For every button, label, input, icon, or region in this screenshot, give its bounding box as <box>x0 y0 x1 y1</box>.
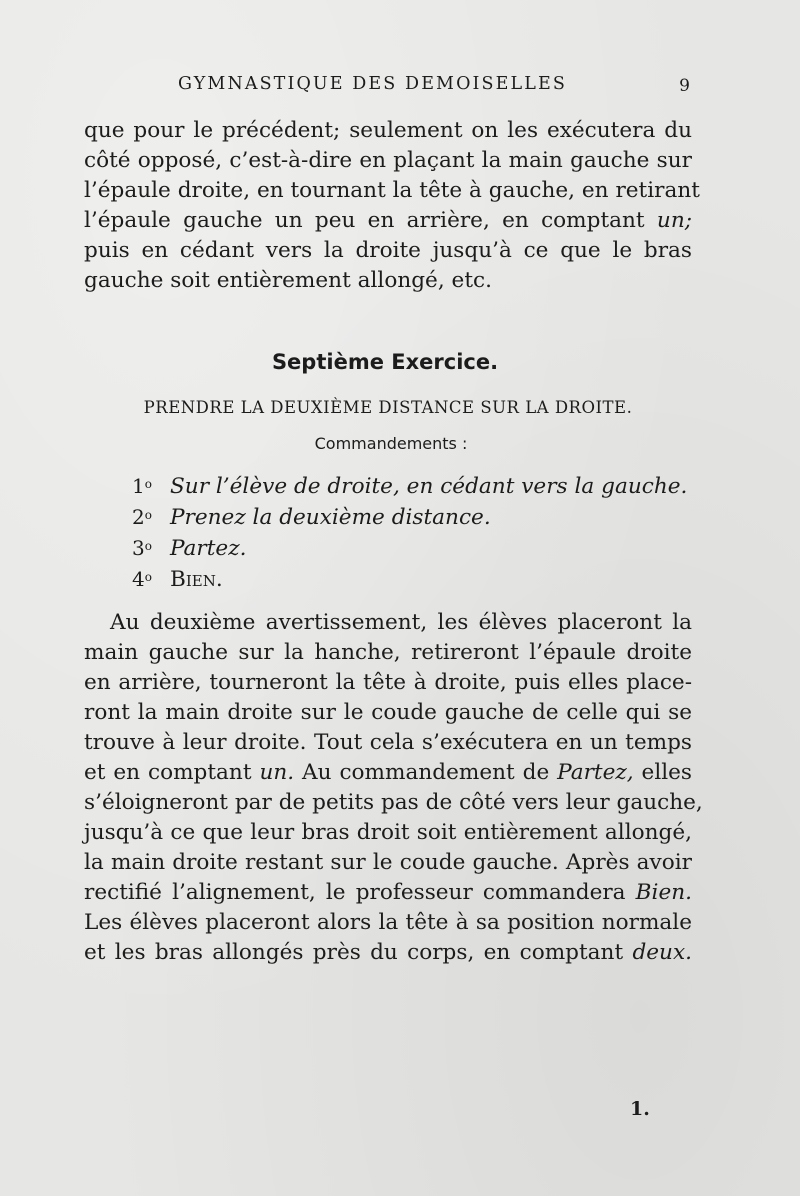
command-text: Sur l’élève de droite, en cédant vers la gauche. <box>170 474 688 499</box>
text-line: puis en cédant vers la droite jusqu’à ce que le bras <box>84 238 692 263</box>
text-line <box>84 206 692 236</box>
text-segment: et en comptant <box>84 760 260 785</box>
command-ordinal: o <box>144 508 152 522</box>
command-ordinal: o <box>144 477 152 491</box>
text-line: côté opposé, c’est-à-dire en plaçant la main gauche sur <box>84 148 692 173</box>
text-segment: elles <box>633 760 692 785</box>
text-line: jusqu’à ce que leur bras droit soit entièrement allongé, <box>84 820 692 845</box>
commands-list <box>132 469 702 593</box>
running-title: GYMNASTIQUE DES DEMOISELLES <box>178 74 567 94</box>
command-number-digit: 4 <box>132 567 145 591</box>
page-number: 9 <box>679 76 690 96</box>
text-line: trouve à leur droite. Tout cela s’exécutera en un temps <box>84 730 692 755</box>
emphasis-text: deux. <box>632 940 692 965</box>
running-head <box>150 74 690 100</box>
text-line: ront la main droite sur le coude gauche de celle qui se <box>84 700 692 725</box>
text-segment: l’épaule gauche un peu en arrière, en comptant <box>84 208 657 233</box>
paragraph-explanation <box>84 608 703 968</box>
command-number-digit: 3 <box>132 536 145 560</box>
command-number <box>132 500 170 533</box>
command-item <box>132 469 702 500</box>
text-segment: rectifié l’alignement, le professeur commandera <box>84 880 636 905</box>
text-line <box>84 758 692 788</box>
command-ordinal: o <box>144 570 152 584</box>
commands-label: Commandements : <box>314 434 468 453</box>
emphasis-text: un; <box>656 208 692 233</box>
emphasis-text: Bien. <box>635 880 692 905</box>
text-line: Au deuxième avertissement, les élèves placeront la <box>110 610 692 635</box>
command-text: Prenez la deuxième distance. <box>170 505 491 530</box>
text-line: que pour le précédent; seulement on les exécutera du <box>84 118 692 143</box>
text-line: Les élèves placeront alors la tête à sa position normale <box>84 910 692 935</box>
command-number-digit: 1 <box>132 474 145 498</box>
command-item <box>132 562 702 593</box>
command-number <box>132 469 170 502</box>
exercise-subtitle: PRENDRE LA DEUXIÈME DISTANCE SUR LA DROITE. <box>143 398 633 417</box>
text-segment: et les bras allongés près du corps, en comptant <box>84 940 633 965</box>
text-line: s’éloigneront par de petits pas de côté vers leur gauche, <box>84 790 703 815</box>
text-line: main gauche sur la hanche, retireront l’épaule droite <box>84 640 692 665</box>
command-text: Bien. <box>170 567 223 592</box>
command-number <box>132 531 170 564</box>
command-number-digit: 2 <box>132 505 145 529</box>
command-item <box>132 531 702 562</box>
exercise-title: Septième Exercice. <box>271 350 499 374</box>
signature-mark: 1. <box>630 1098 650 1120</box>
emphasis-text: un. <box>259 760 295 785</box>
text-line: la main droite restant sur le coude gauche. Après avoir <box>84 850 692 875</box>
text-segment: Au commandement de <box>294 760 558 785</box>
text-line: gauche soit entièrement allongé, etc. <box>84 268 492 293</box>
paragraph-continued <box>84 116 700 296</box>
text-line: l’épaule droite, en tournant la tête à gauche, en retirant <box>84 178 700 203</box>
text-line: en arrière, tourneront la tête à droite, puis elles place- <box>84 670 692 695</box>
command-text: Partez. <box>170 536 247 561</box>
emphasis-text: Partez, <box>557 760 634 785</box>
command-ordinal: o <box>144 539 152 553</box>
text-line <box>84 938 692 968</box>
text-line <box>84 878 692 908</box>
command-item <box>132 500 702 531</box>
command-number <box>132 562 170 595</box>
